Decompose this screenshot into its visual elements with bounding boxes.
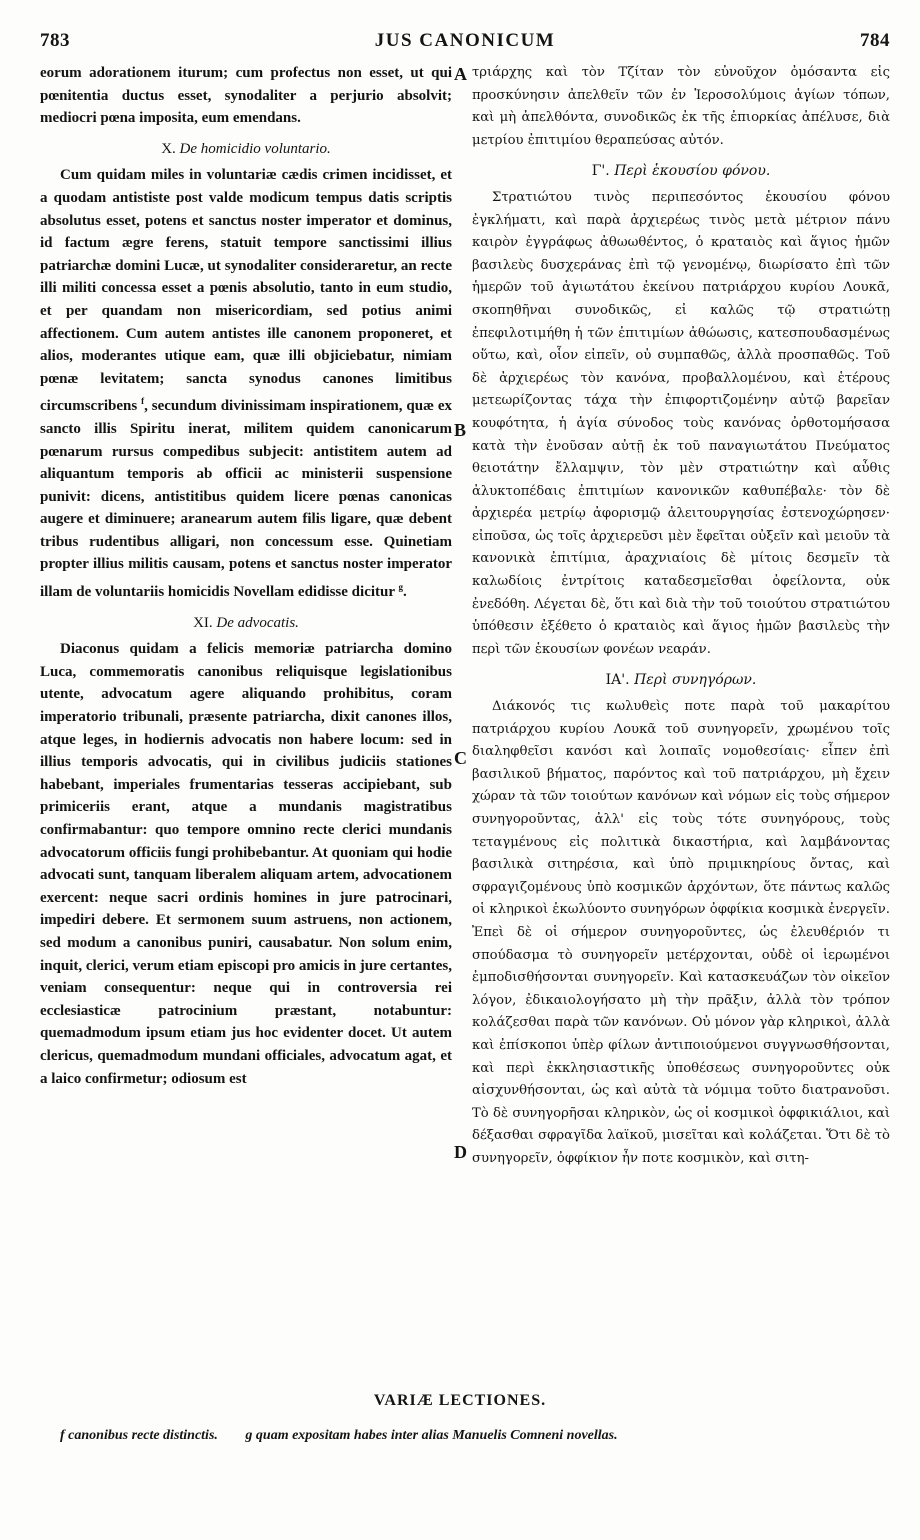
section-number: Γ'. bbox=[591, 163, 610, 180]
footnote-marker-g: g bbox=[398, 582, 403, 593]
section-title: Περὶ ἑκουσίου φόνου. bbox=[614, 163, 771, 180]
greek-paragraph-3: Διάκονός τις κωλυθεὶς ποτε παρὰ τοῦ μακαρίτου πατριάρχου κυρίου Λουκᾶ τοῦ συνηγορεῖν, χρωμένου τοῖς διαληφθεῖσι κανόσι καὶ λοιπαῖς νομοθεσίαις· εἶπεν ἐπὶ βασιλικοῦ βήματος, παρόντος καὶ τοῦ πατριάρχου, μὴ ἔχειν χώραν τὰ τῶν τοιούτων κανόνων καὶ νόμων εἰς τοὺς σήμερον συνηγοροῦντας, ἀλλ' εἰς τοὺς τότε συνηγόρους, τοὺς τεταγμένους εἰς πολιτικὰ δικαστήρια, καὶ λαμβάνοντας βασιλικὰ σιτηρέσια, καὶ ὑπὸ πριμικηρίους ὄντας, καὶ σφραγιζομένους ὑπὸ κοσμικῶν ἀρχόντων, ὅτε πάντως καλῶς οἱ κληρικοὶ ἐκωλύοντο συνηγόρων ὀφφίκια κοσμικὰ ἐνεργεῖν. Ἐπεὶ δὲ οἱ σήμερον συνηγοροῦντες, ὡς ἐλευθέριόν τι σπούδασμα τὸ συνηγορεῖν μετέρχονται, οὐδὲ οἱ ἱερωμένοι ἐμποδισθήσονται συνηγορεῖν. Καὶ κατασκευάζων τὸν οἰκεῖον λόγον, ἐδικαιολογήσατο μὴ τὴν πρᾶξιν, ἀλλὰ τὸν τρόπον κολάζεσθαι παρὰ τῶν κανόνων. Οὐ μόνον γὰρ κληρικοὶ, ἀλλὰ καὶ ἐπίσκοποι ὑπὲρ φίλων ἀντιποιούμενοι συγγνωσθήσονται, καὶ περὶ ἐκκλησιαστικῆς ὑποθέσεως συνηγοροῦντες οὐκ αἰσχυνθήσονται, ὡς καὶ αὐτὰ τὰ νόμιμα τοῦτο διατρανοῦσι. Τὸ δὲ συνηγορῆσαι κληρικὸν, ὡς οἱ κοσμικοὶ ὀφφικιάλιοι, καὶ δέξασθαι σφραγῖδα λαϊκοῦ, μισεῖται καὶ κολάζεται. Ὅτι δὲ τὸ συνηγορεῖν, ὀφφίκιον ἦν ποτε κοσμικὸν, καὶ σιτη- bbox=[472, 699, 890, 1166]
page-number-right: 784 bbox=[860, 30, 890, 51]
greek-heading-advocates bbox=[472, 669, 890, 692]
section-number: XI. bbox=[193, 614, 213, 631]
section-title: Περὶ συνηγόρων. bbox=[634, 672, 757, 689]
greek-column bbox=[472, 62, 890, 1171]
greek-paragraph-2: Στρατιώτου τινὸς περιπεσόντος ἑκουσίου φόνου ἐγκλήματι, καὶ παρὰ ἀρχιερέως τινὸς μετὰ μέτριον πάνυ καιρὸν ἐγγράφως ἀθωωθέντος, ὁ κραταιὸς καὶ ἅγιος ἡμῶν βασιλεὺς δυσχεράνας ἐπὶ τῷ γενομένῳ, διωρίσατο ἐπὶ τῶν ἡμερῶν τοῦ ἁγιωτάτου ἐκείνου πατριάρχου κυρίου Λουκᾶ, σκοπηθῆναι συνοδικῶς, εἰ καλῶς τῷ στρατιώτῃ ἐπεφιλοτιμήθη ἡ τῶν ἐπιτιμίων ἀθώωσις, κατεσπουδασμένως οὕτω, καὶ, οἷον εἰπεῖν, οὐ συμπαθῶς, ἀλλὰ προσπαθῶς. Τοῦ δὲ ἀρχιερέως τὸν κανόνα, προβαλλομένου, καὶ ἑτέρους μετεωρίζοντας τάχα τὴν ἐπιφορτιζομένην αὐτῷ βαρεῖαν κουφότητα, ἡ ἁγία σύνοδος τοὺς κανόνας ὀρθοτομήσασα κατὰ τὴν ἐνοῦσαν αὐτῇ ἐκ τοῦ παναγιωτάτου Πνεύματος θειοτάτην ἔλλαμψιν, τὸν μὲν στρατιώτην καὶ αὖθις ἀλυκτοπέδαις ἐπιτιμίων κανονικῶν καθυπέβαλε· τὸν δὲ ἀρχιερέα μετρίῳ ἀφορισμῷ ἀλειτουργησίας ἐστενοχώρησεν· εἰποῦσα, ὡς τοῖς ἀρχιερεῦσι μὲν ἔφεῖται οὐξεῖν καὶ μειοῦν τὰ κανονικὰ ἐπιτίμια, ἀραχνιαίοις δὲ μίτοις δεσμεῖν τὰ καλωδίοις ἐντρίτοις καταδεσμεῖσθαι ὀφείλοντα, οὐκ ἐνεδόθη. Λέγεται δὲ, ὅτι καὶ διὰ τὴν τοῦ τοιούτου στρατιώτου ὑπόθεσιν ἐξέθετο ὁ κραταιὸς καὶ ἅγιος ἡμῶν βασιλεὺς τὴν περὶ τῶν ἑκουσίων φονέων νεαράν. bbox=[472, 189, 890, 657]
margin-letter-b: B bbox=[454, 420, 467, 440]
running-title: JUS CANONICUM bbox=[374, 30, 556, 51]
latin-text: , secundum divinissimam inspirationem, quæ ex sancto illis Spiritu inerat, militem quidem canonicarum pœnarum rursus compedibus subjecit: antistitem autem ad aliquantum temporis ab officii ac ministerii suspensione punivit: dicens, antistitibus quidem licere pœnas canonicas augere et diminuere; aranearum autem filis ligare, quæ debent tribus rudentibus alligari, non concessum esse. Quinetiam propter illius militis causam, potens et sanctus noster imperator illam de voluntariis homicidis Novellam edidisse dicitur bbox=[40, 398, 453, 601]
latin-column bbox=[40, 62, 452, 1090]
page-number-left: 783 bbox=[40, 30, 70, 51]
margin-letter-d: D bbox=[454, 1142, 467, 1162]
latin-paragraph-3: Diaconus quidam a felicis memoriæ patriarcha domino Luca, commemoratis canonibus reliquisque legislationibus utente, advocatum agere aliquando prohibitus, coram imperatorio tribunali, præsente patriarcha, dixit canones illos, atque leges, in hodiernis advocatis non habere locum: sed in illius temporis advocatis, qui in civilibus judiciis stationes habebant, imperiales frumentarias tesseras accipiebant, sub primiceriis erant, atque a mundanis magistratibus confirmabantur: quo tempore omnino recte clerici mundanis advocatorum officiis fungi prohibebantur. At quoniam qui hodie advocati sunt, tanquam liberalem aliquam artem, advocationem exercent: neque sacri ordinis homines in jure patrocinari, impediri debere. Et sermonem suum astruens, non actionem, sed modum a canonibus puniri, causabatur. Non solum enim, inquit, clerici, verum etiam episcopi pro amicis in jure certantes, veniam consequentur: neque qui in controversia rei ecclesiasticæ patrocinium præstant, notabuntur: quemadmodum ipsum etiam jus hoc evidenter docet. Ut autem clericus, quemadmodum mundani officiales, advocatum agat, et a laico confirmetur; odiosum est bbox=[40, 641, 452, 1087]
margin-letter-c: C bbox=[454, 748, 467, 768]
latin-paragraph-2: Cum quidam miles in voluntariæ cædis crimen incidisset, et a quodam antististe post valde modicum tempus datis scriptis absolutus esset, potens et sanctus noster imperator et dominus, id factum ægre ferens, statuit tempore sanctissimi illius patriarchæ domini Lucæ, ut synodaliter consideraretur, an recte illi militi concessa esset a pœnis absolutio, tanto in eum studio, et per quandam non misericordiam, sed potius animi affectionem. Cum autem antistes ille canonem proponeret, et alios, moderantes utique eam, quæ illi objiciebatur, nimiam pœnæ levitatem; sancta synodus canones limitibus circumscribens $^f$, secundum divinissimam inspirationem, quæ ex sancto illis Spiritu inerat, militem quidem canonicarum pœnarum rursus compedibus subjecit: antistitem autem ad aliquantum temporis ab officii ac ministerii suspensione punivit: dicens, antistitibus quidem licere pœnas canonicas augere et diminuere; aranearum autem filis ligare, quæ debent tribus rudentibus alligari, non concessum esse. Quinetiam propter illius militis causam, potens et sanctus noster imperator illam de voluntariis homicidis Novellam edidisse dicitur $^g$. bbox=[40, 167, 453, 601]
margin-letter-a: A bbox=[454, 64, 467, 84]
section-title: De advocatis. bbox=[216, 614, 299, 631]
variant-note-f: f canonibus recte distinctis. bbox=[60, 1428, 218, 1443]
variant-note-g: g quam expositam habes inter alias Manuelis Comneni novellas. bbox=[245, 1428, 618, 1443]
variae-lectiones-heading: VARIÆ LECTIONES. bbox=[373, 1392, 547, 1409]
latin-heading-homicide bbox=[40, 138, 452, 161]
latin-heading-advocates bbox=[40, 612, 452, 635]
variae-lectiones-notes bbox=[60, 1428, 880, 1444]
greek-heading-homicide bbox=[472, 160, 890, 183]
latin-text: Cum quidam miles in voluntariæ cædis crimen incidisset, et a quodam antististe post valde modicum tempus datis scriptis absolutus esset, potens et sanctus noster imperator et dominus, id factum ægre ferens, statuit tempore sanctissimi illius patriarchæ domini Lucæ, ut synodaliter consideraretur, an recte illi militi concessa esset a pœnis absolutio, tanto in eum studio, et per quandam non misericordiam, sed potius animi affectionem. Cum autem antistes ille canonem proponeret, et alios, moderantes utique eam, quæ illi objiciebatur, nimiam pœnæ levitatem; sancta synodus canones limitibus circumscribens bbox=[40, 167, 452, 415]
section-number: ΙΑ'. bbox=[605, 672, 630, 689]
latin-paragraph-1: eorum adorationem iturum; cum profectus non esset, ut qui pœnitentia ductus esset, synodaliter a perjurio absolvit; mediocri pœna imposita, eum emendans. bbox=[40, 65, 452, 127]
section-number: X. bbox=[161, 140, 176, 157]
greek-paragraph-1: τριάρχης καὶ τὸν Τζίταν τὸν εὐνοῦχον ὀμόσαντα εἰς προσκύνησιν ἀπελθεῖν τῶν ἐν Ἱεροσολύμοις ἁγίων τόπων, καὶ μὴ ἀπελθόντα, συνοδικῶς ἐκ τῆς ἐπιορκίας ἀπέλυσε, διὰ μετρίου ἐπιτιμίου θεραπεύσας αὐτόν. bbox=[472, 65, 890, 148]
footnote-marker-f: f bbox=[141, 396, 145, 407]
page-header bbox=[40, 30, 890, 58]
section-title: De homicidio voluntario. bbox=[179, 140, 331, 157]
